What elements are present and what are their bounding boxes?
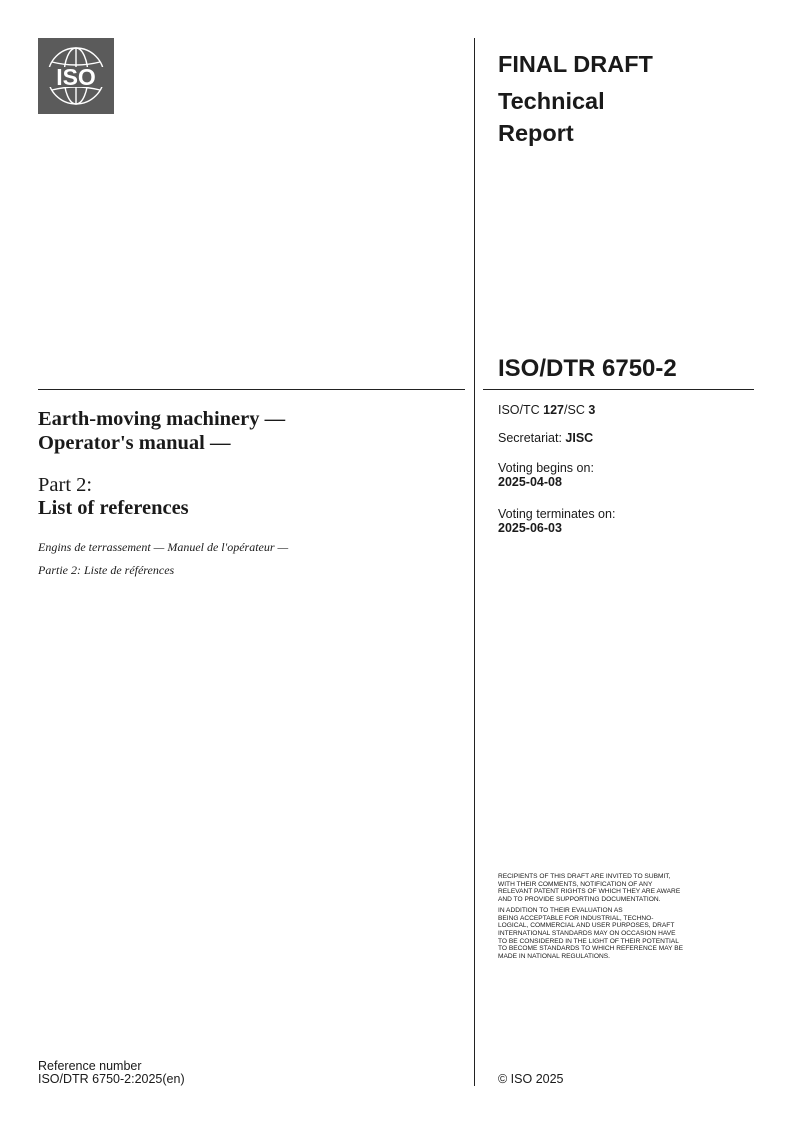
notice-line: IN ADDITION TO THEIR EVALUATION AS xyxy=(498,906,623,914)
vertical-divider xyxy=(474,38,475,1086)
voting-terminates-date: 2025-06-03 xyxy=(498,521,562,535)
notice-line: BEING ACCEPTABLE FOR INDUSTRIAL, TECHNO- xyxy=(498,914,654,922)
main-title-line1: Earth-moving machinery — xyxy=(38,408,286,430)
reference-number-label: Reference number xyxy=(38,1059,142,1073)
doc-type-line1: Technical xyxy=(498,88,605,114)
notice-paragraph-1 xyxy=(498,873,758,904)
stage-label: FINAL DRAFT xyxy=(498,51,653,77)
notice-line: RECIPIENTS OF THIS DRAFT ARE INVITED TO SUBMIT, xyxy=(498,873,671,880)
main-title-line2: Operator's manual — xyxy=(38,432,231,454)
voting-terminates-label: Voting terminates on: xyxy=(498,507,616,521)
notice-line: TO BE CONSIDERED IN THE LIGHT OF THEIR POTENTIAL xyxy=(498,937,679,945)
secretariat-value: JISC xyxy=(565,431,594,445)
notice-line: MADE IN NATIONAL REGULATIONS. xyxy=(498,953,610,961)
notice-line: TO BECOME STANDARDS TO WHICH REFERENCE MAY BE xyxy=(498,945,684,953)
committee-tc: 127 xyxy=(543,403,565,417)
voting-begins-date: 2025-04-08 xyxy=(498,475,562,489)
committee-line xyxy=(498,403,595,417)
iso-logo xyxy=(38,38,114,114)
secretariat-line xyxy=(498,431,593,445)
french-title-line2: Partie 2: Liste de références xyxy=(38,563,175,577)
french-title-line1: Engins de terrassement — Manuel de l'opérateur — xyxy=(38,540,289,554)
draft-notice xyxy=(498,873,758,964)
notice-line: AND TO PROVIDE SUPPORTING DOCUMENTATION. xyxy=(498,896,661,904)
copyright: © ISO 2025 xyxy=(498,1072,564,1086)
notice-line: INTERNATIONAL STANDARDS MAY ON OCCASION HAVE xyxy=(498,929,676,937)
reference-number-value: ISO/DTR 6750-2:2025(en) xyxy=(38,1072,185,1086)
notice-line: LOGICAL, COMMERCIAL AND USER PURPOSES, DRAFT xyxy=(498,922,675,930)
committee-sep: /SC xyxy=(564,403,589,417)
committee-sc: 3 xyxy=(588,403,596,417)
notice-line: WITH THEIR COMMENTS, NOTIFICATION OF ANY xyxy=(498,880,653,888)
horizontal-divider-right xyxy=(483,389,754,390)
part-label: Part 2: xyxy=(38,474,93,496)
secretariat-label: Secretariat: xyxy=(498,431,566,445)
document-number: ISO/DTR 6750-2 xyxy=(498,355,677,382)
notice-paragraph-2 xyxy=(498,907,758,961)
committee-prefix: ISO/TC xyxy=(498,403,544,417)
doc-type-line2: Report xyxy=(498,120,574,146)
iso-logo-text: ISO xyxy=(56,64,96,90)
horizontal-divider-left xyxy=(38,389,465,390)
notice-line: RELEVANT PATENT RIGHTS OF WHICH THEY ARE AWARE xyxy=(498,888,681,896)
part-title: List of references xyxy=(38,497,189,519)
voting-begins-label: Voting begins on: xyxy=(498,461,594,475)
iso-globe-icon xyxy=(38,38,114,114)
main-title xyxy=(38,407,458,455)
